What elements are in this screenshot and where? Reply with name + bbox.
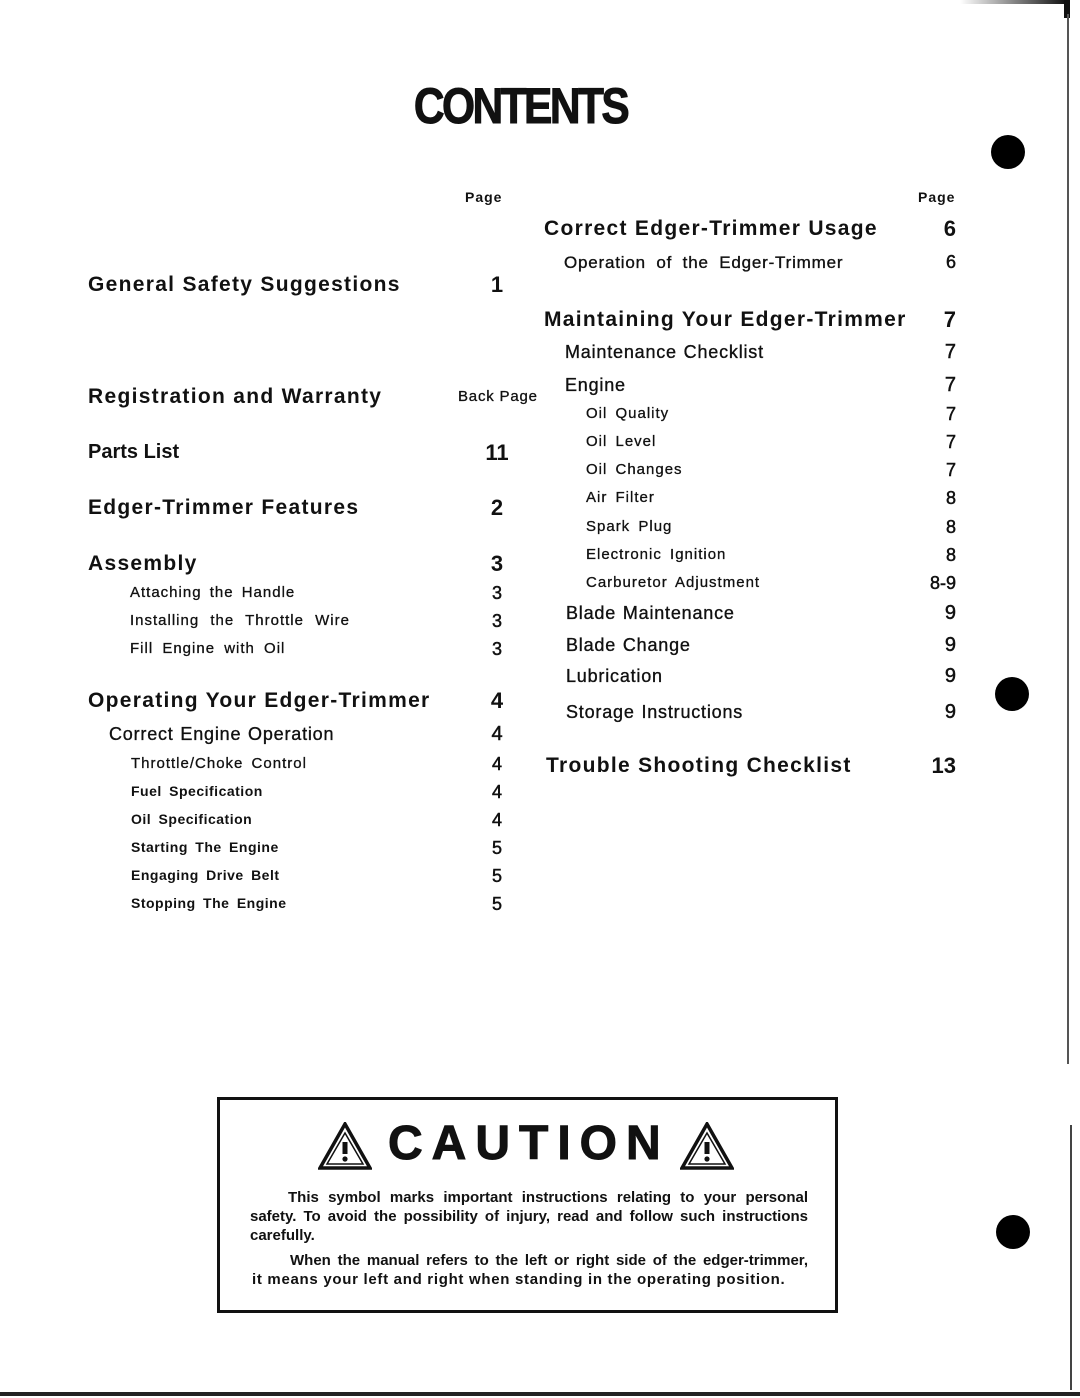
toc-subentry — [0, 343, 1080, 367]
toc-subentry — [0, 703, 1080, 727]
hole-punch — [991, 135, 1025, 169]
toc-subsubentry — [0, 459, 1080, 486]
caution-line: When the manual refers to the left or right side of the edger-trimmer, — [290, 1252, 808, 1269]
right-page-column-header: Page — [918, 189, 956, 205]
toc-subentry-title: Engine — [565, 375, 626, 395]
scan-edge-line — [960, 0, 1066, 4]
toc-subsubentry — [0, 781, 1080, 808]
toc-subsubentry-title: Starting The Engine — [131, 839, 279, 855]
scan-edge-line — [1070, 1125, 1072, 1390]
toc-subsubentry — [0, 516, 1080, 543]
toc-subsubentry-page: 4 — [491, 781, 502, 802]
toc-subentry — [0, 376, 1080, 400]
toc-subsubentry-page: 8 — [945, 544, 956, 565]
hole-punch — [995, 677, 1029, 711]
toc-subsubentry-page: 5 — [491, 865, 502, 886]
caution-line: This symbol marks important instructions relating to your personal — [288, 1189, 808, 1206]
toc-subentry — [0, 636, 1080, 660]
toc-entry-title: General Safety Suggestions — [88, 273, 401, 296]
toc-subsubentry — [0, 893, 1080, 920]
toc-entry-title: Parts List — [88, 441, 180, 463]
caution-box — [217, 1097, 838, 1313]
toc-subentry-page: 7 — [944, 374, 956, 396]
toc-subentry-page: 3 — [491, 610, 502, 631]
toc-entry-page: 11 — [485, 440, 509, 465]
toc-subsubentry — [0, 809, 1080, 836]
left-page-column-header: Page — [465, 189, 503, 205]
caution-body — [250, 1188, 808, 1289]
toc-subsubentry-page: 7 — [945, 403, 956, 424]
toc-entry-title: Assembly — [88, 552, 198, 575]
toc-subsubentry — [0, 837, 1080, 864]
toc-subentry-title: Fill Engine with Oil — [130, 640, 286, 657]
toc-subentry-title: Operation of the Edger-Trimmer — [564, 253, 844, 272]
toc-subsubentry — [0, 865, 1080, 892]
scan-edge-line — [1067, 14, 1069, 1064]
caution-paragraph — [250, 1251, 808, 1289]
toc-entry-page: 13 — [931, 753, 956, 778]
toc-subentry-page: 9 — [944, 602, 956, 624]
toc-subsubentry-title: Oil Specification — [131, 811, 253, 827]
toc-subsubentry-page: 8 — [945, 487, 956, 508]
toc-subentry — [0, 251, 1080, 278]
hole-punch — [996, 1215, 1030, 1249]
toc-subsubentry-title: Electronic Ignition — [586, 546, 727, 563]
caution-line: safety. To avoid the possibility of injury, read and follow such instructions — [250, 1208, 808, 1225]
toc-subentry-page: 3 — [491, 582, 502, 603]
toc-subsubentry-title: Stopping The Engine — [131, 895, 287, 911]
toc-subentry-title: Attaching the Handle — [130, 584, 296, 601]
toc-subsubentry — [0, 431, 1080, 458]
toc-entry-page: 7 — [943, 307, 956, 332]
toc-entry — [0, 309, 1080, 333]
toc-subentry-title: Maintenance Checklist — [565, 342, 764, 362]
page-title: CONTENTS — [413, 78, 627, 134]
toc-entry-page: 6 — [943, 216, 956, 241]
toc-subsubentry-title: Air Filter — [586, 489, 655, 506]
toc-subentry-title: Blade Change — [566, 635, 691, 655]
toc-entry-title: Maintaining Your Edger-Trimmer — [544, 308, 907, 331]
toc-subsubentry — [0, 572, 1080, 599]
toc-subsubentry-page: 7 — [945, 459, 956, 480]
toc-subentry-title: Storage Instructions — [566, 702, 744, 722]
toc-subsubentry-title: Spark Plug — [586, 518, 673, 535]
toc-subsubentry-page: 4 — [491, 809, 502, 830]
toc-subentry-title: Installing the Throttle Wire — [130, 612, 350, 629]
caution-line: carefully. — [250, 1227, 315, 1244]
toc-subentry — [0, 725, 1080, 749]
toc-subentry-title: Correct Engine Operation — [109, 724, 335, 744]
toc-entry-title: Trouble Shooting Checklist — [546, 754, 852, 777]
toc-subsubentry-page: 5 — [491, 893, 502, 914]
toc-subentry-page: 9 — [944, 701, 956, 723]
toc-subentry-page: 9 — [944, 665, 956, 687]
toc-subsubentry-title: Oil Level — [586, 433, 657, 450]
toc-subsubentry-title: Fuel Specification — [131, 783, 263, 799]
toc-subentry-title: Lubrication — [566, 666, 663, 686]
toc-subsubentry-page: 5 — [491, 837, 502, 858]
toc-subsubentry-page: 8 — [945, 516, 956, 537]
warning-triangle-icon — [318, 1122, 372, 1170]
scan-edge-line — [0, 1392, 1080, 1396]
toc-subsubentry-title: Oil Quality — [586, 405, 670, 422]
toc-entry-title: Correct Edger-Trimmer Usage — [544, 217, 878, 240]
toc-subsubentry-title: Engaging Drive Belt — [131, 867, 280, 883]
caution-paragraph — [250, 1188, 808, 1245]
toc-subentry-page: 9 — [944, 634, 956, 656]
toc-entry-title: Registration and Warranty — [88, 385, 383, 408]
toc-subsubentry-page: 4 — [491, 753, 502, 774]
page-title-container — [0, 78, 1040, 134]
caution-line: it means your left and right when standing in the operating position. — [252, 1271, 786, 1288]
toc-subentry-page: 7 — [944, 341, 956, 363]
toc-subsubentry-title: Oil Changes — [586, 461, 683, 478]
toc-entry-title: Edger-Trimmer Features — [88, 496, 360, 519]
warning-triangle-icon — [680, 1122, 734, 1170]
caution-heading: CAUTION — [388, 1117, 670, 1170]
toc-subsubentry — [0, 403, 1080, 430]
toc-subsubentry — [0, 544, 1080, 571]
toc-entry-page: 3 — [490, 551, 504, 576]
toc-subentry-page: 6 — [945, 251, 956, 272]
toc-subsubentry-title: Carburetor Adjustment — [586, 574, 761, 591]
toc-subsubentry-page: 8-9 — [929, 572, 956, 593]
toc-subentry-title: Blade Maintenance — [566, 603, 735, 623]
toc-entry — [0, 755, 1080, 779]
toc-subentry-page: 3 — [491, 638, 502, 659]
toc-subentry-page: 4 — [491, 723, 503, 745]
toc-subsubentry-page: 7 — [945, 431, 956, 452]
toc-subsubentry — [0, 487, 1080, 514]
toc-entry-page: 2 — [490, 495, 504, 520]
toc-entry — [0, 218, 1080, 242]
toc-entry-title: Operating Your Edger-Trimmer — [88, 689, 431, 712]
toc-subentry — [0, 602, 1080, 631]
toc-subsubentry-title: Throttle/Choke Control — [131, 755, 307, 772]
toc-entry-page: Back Page — [458, 388, 538, 405]
toc-subentry — [0, 667, 1080, 691]
toc-entry-page: 1 — [490, 272, 504, 297]
toc-entry-page: 4 — [490, 688, 504, 713]
